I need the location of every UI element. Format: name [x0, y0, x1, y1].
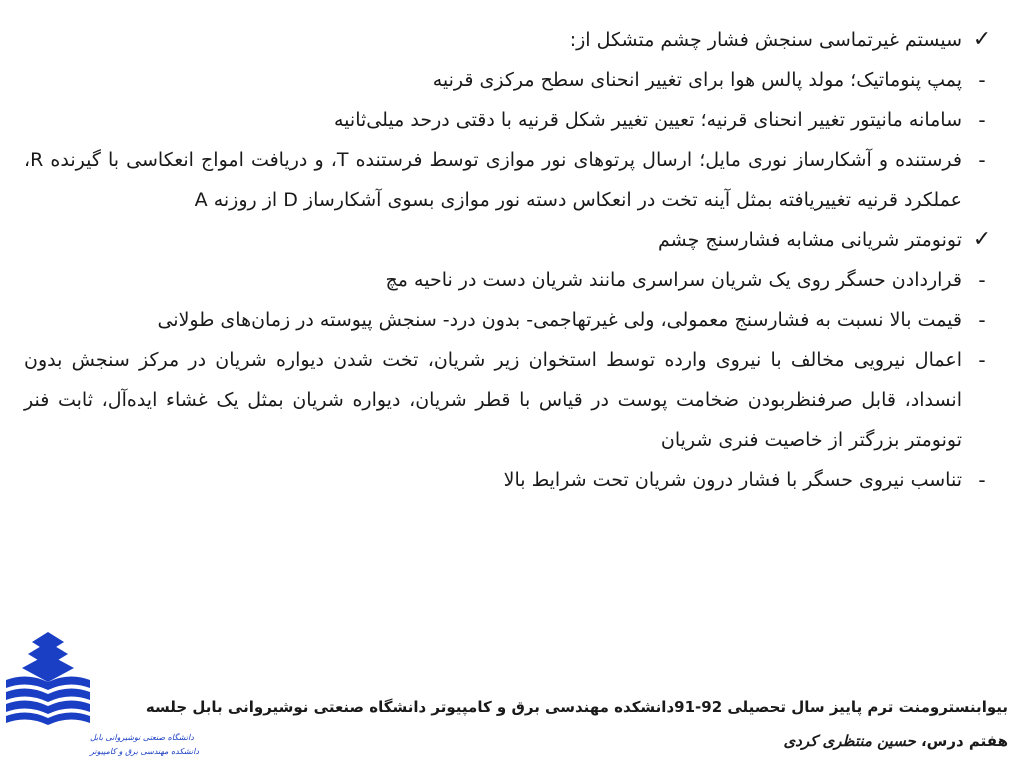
footer-author: حسین منتظری کردی — [783, 732, 916, 750]
bullet-text: پمپ پنوماتیک؛ مولد پالس هوا برای تغییر انحنای سطح مرکزی قرنیه — [432, 69, 962, 91]
bullet-text: فرستنده و آشکارساز نوری مایل؛ ارسال پرتوهای نور موازی توسط فرستنده T، و دریافت امواج انعکاسی با گیرنده R، عملکرد قرنیه تغییریافته بمثل آینه تخت در انعکاس دسته نور موازی بسوی آشکارساز D از روزنه A — [24, 149, 962, 211]
footer-line-2 — [120, 724, 1008, 758]
bullet-item — [24, 260, 1002, 300]
bullet-item — [24, 140, 1002, 220]
footer-line-1: بیوابنسترومنت ترم پاییز سال تحصیلی 92-91دانشکده مهندسی برق و کامپیوتر دانشگاه صنعتی نوشیروانی بابل جلسه — [145, 698, 1008, 716]
university-book-logo-icon — [2, 628, 199, 764]
footer-lecture-label: هفتم درس، — [915, 732, 1008, 750]
bullet-item — [24, 100, 1002, 140]
dash-icon: - — [978, 308, 986, 332]
slide-content — [24, 20, 1002, 500]
dash-icon: - — [978, 108, 986, 132]
dash-icon: - — [978, 148, 986, 172]
bullet-item — [24, 340, 1002, 460]
dash-icon: - — [978, 268, 986, 292]
check-icon: ✓ — [972, 27, 992, 52]
bullet-item — [24, 20, 1002, 60]
bullet-text: سامانه مانیتور تغییر انحنای قرنیه؛ تعیین تغییر شکل قرنیه با دقتی درحد میلی‌ثانیه — [333, 109, 962, 131]
bullet-item — [24, 460, 1002, 500]
bullet-text: قراردادن حسگر روی یک شریان سراسری مانند شریان دست در ناحیه مچ — [385, 269, 962, 291]
check-icon: ✓ — [972, 227, 992, 252]
bullet-text: تناسب نیروی حسگر با فشار درون شریان تحت شرایط بالا — [503, 469, 962, 491]
bullet-text: سیستم غیرتماسی سنجش فشار چشم متشکل از: — [569, 29, 962, 51]
bullet-text: اعمال نیرویی مخالف با نیروی وارده توسط استخوان زیر شریان، تخت شدن دیواره شریان در مرکز سنجش بدون انسداد، قابل صرفنظربودن ضخامت پوست در قیاس با قطر شریان، دیواره شریان بمثل یک غشاء ایده‌آل، ثابت فنر تونومتر بزرگتر از خاصیت فنری شریان — [24, 349, 962, 451]
dash-icon: - — [978, 468, 986, 492]
bullet-text: قیمت بالا نسبت به فشارسنج معمولی، ولی غیرتهاجمی- بدون درد- سنجش پیوسته در زمان‌های طولانی — [157, 309, 962, 331]
logo-caption-1: دانشگاه صنعتی نوشیروانی بابل — [90, 733, 194, 742]
logo-caption-2: دانشکده مهندسی برق و کامپیوتر — [90, 747, 199, 756]
dash-icon: - — [978, 68, 986, 92]
bullet-item — [24, 220, 1002, 260]
bullet-text: تونومتر شریانی مشابه فشارسنج چشم — [657, 229, 962, 251]
bullet-item — [24, 300, 1002, 340]
dash-icon: - — [978, 348, 986, 372]
bullet-item — [24, 60, 1002, 100]
slide-footer — [120, 690, 1008, 758]
